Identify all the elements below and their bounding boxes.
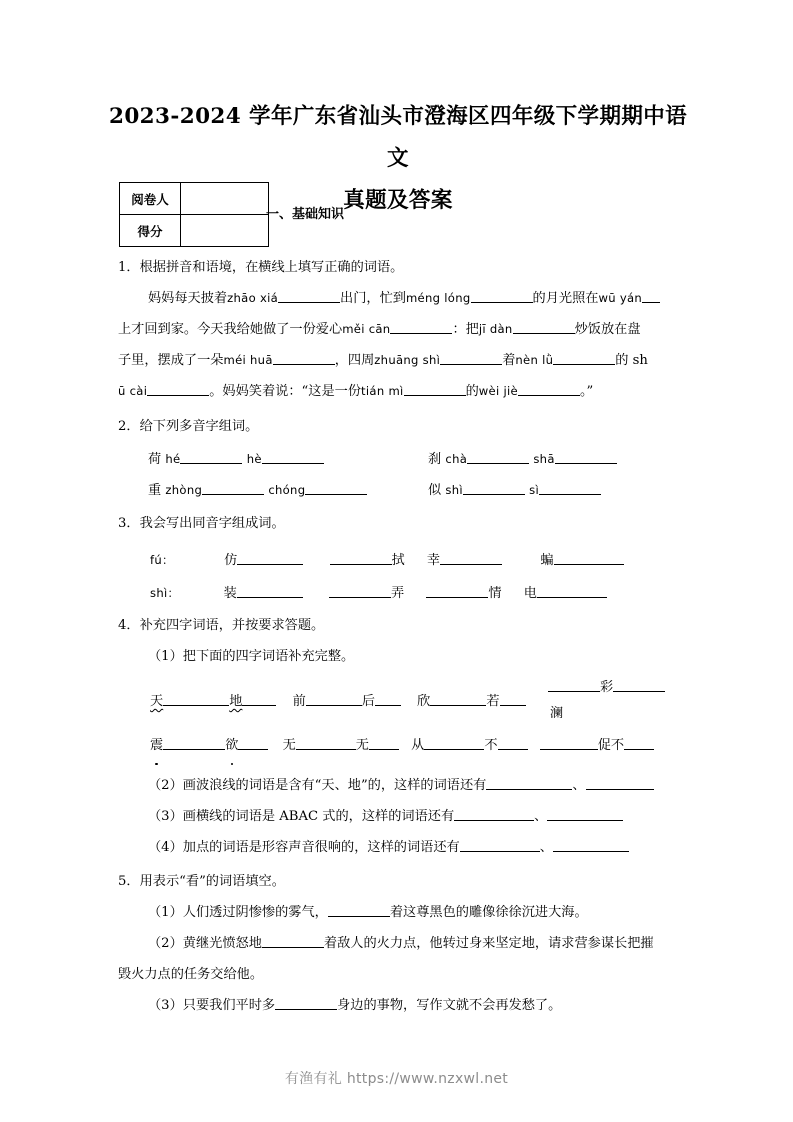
q1-l3-pinyin-3: nèn lǜ bbox=[515, 353, 554, 367]
answer-blank[interactable] bbox=[328, 902, 390, 917]
answer-blank[interactable] bbox=[553, 837, 629, 852]
q1-l2-text-c: 炒饭放在盘 bbox=[574, 322, 641, 337]
answer-blank[interactable] bbox=[613, 677, 665, 692]
answer-blank[interactable] bbox=[296, 735, 356, 750]
answer-blank[interactable] bbox=[306, 691, 362, 706]
q5-sub2-text-b: 着敌人的火力点，他转过身来坚定地，请求营参谋长把摧 bbox=[323, 936, 654, 951]
title-line-1: 2023-2024 学年广东省汕头市澄海区四年级下学期期中语文 bbox=[108, 104, 688, 171]
idiom-5-char-1: 震 bbox=[150, 730, 163, 761]
question-4-stem: 4．补充四字词语，并按要求答题。 bbox=[118, 618, 325, 633]
q3-r2-char-2: 弄 bbox=[391, 586, 405, 601]
question-4-idiom-4-bottom bbox=[550, 698, 563, 729]
q5-sub3-text-b: 身边的事物，写作文就不会再发愁了。 bbox=[337, 998, 562, 1013]
q4-sub4-text: （4）加点的词语是形容声音很响的，这样的词语还有 bbox=[148, 840, 460, 855]
q4-sub3-separator: 、 bbox=[534, 809, 548, 824]
question-4-sub-1: （1）把下面的四字词语补充完整。 bbox=[148, 649, 355, 664]
q1-l1-pinyin-1: zhāo xiá bbox=[227, 291, 279, 305]
q2-r2-pinyin-1: zhòng bbox=[165, 483, 203, 497]
answer-blank[interactable] bbox=[369, 735, 399, 750]
question-4-idiom-row-1 bbox=[150, 686, 526, 717]
question-5-sub-1 bbox=[148, 897, 588, 928]
q1-l3-text-b: ，四周 bbox=[334, 353, 375, 368]
q1-l3-text-c: 着 bbox=[502, 353, 516, 368]
q2-r1-char-right: 刹 bbox=[428, 452, 442, 467]
answer-blank[interactable] bbox=[498, 735, 528, 750]
idiom-3-char-1: 欣 bbox=[417, 694, 431, 709]
answer-blank[interactable] bbox=[163, 691, 229, 706]
answer-blank[interactable] bbox=[540, 735, 598, 750]
q4-sub4-separator: 、 bbox=[539, 840, 553, 855]
table-row bbox=[120, 183, 269, 215]
answer-blank[interactable] bbox=[163, 735, 225, 750]
score-label: 得分 bbox=[120, 215, 181, 247]
answer-blank[interactable] bbox=[539, 480, 601, 495]
answer-blank[interactable] bbox=[202, 480, 264, 495]
answer-blank[interactable] bbox=[330, 550, 392, 565]
question-1-line-2 bbox=[118, 314, 641, 345]
section-heading: 一、基础知识 bbox=[266, 207, 345, 222]
reviewer-label: 阅卷人 bbox=[120, 183, 181, 215]
question-4-sub-4 bbox=[148, 832, 629, 863]
idiom-7-char-1: 从 bbox=[411, 738, 425, 753]
idiom-4-char-2: 澜 bbox=[550, 706, 564, 721]
q3-r1-char-4: 蝙 bbox=[540, 553, 554, 568]
q2-r2-pinyin-3: shì bbox=[445, 483, 463, 497]
idiom-6-char-1: 无 bbox=[282, 738, 296, 753]
q4-sub3-text: （3）画横线的词语是 ABAC 式的，这样的词语还有 bbox=[148, 809, 455, 824]
idiom-2-char-1: 前 bbox=[292, 694, 306, 709]
q1-l1-text-c: 的月光照在 bbox=[532, 291, 599, 306]
q2-r2-char-left: 重 bbox=[148, 483, 162, 498]
q3-r1-char-3: 幸 bbox=[426, 553, 441, 568]
idiom-7-char-2: 不 bbox=[484, 738, 498, 753]
answer-blank[interactable] bbox=[624, 735, 654, 750]
q2-r1-pinyin-2: hè bbox=[246, 452, 262, 466]
idiom-4-char-1: 彩 bbox=[600, 680, 614, 695]
q2-r1-char-left: 荷 bbox=[148, 452, 162, 467]
answer-blank[interactable] bbox=[305, 480, 367, 495]
q1-l2-text-a: 上才回到家。今天我给她做了一份爱心 bbox=[118, 322, 343, 337]
answer-blank[interactable] bbox=[262, 449, 324, 464]
q4-sub2-separator: 、 bbox=[572, 778, 586, 793]
q1-l4-pinyin-1: tián mì bbox=[361, 384, 404, 398]
q1-l1-pinyin-3: wū yán bbox=[598, 291, 643, 305]
idiom-2-char-2: 后 bbox=[361, 694, 375, 709]
answer-blank[interactable] bbox=[440, 550, 502, 565]
answer-blank[interactable] bbox=[237, 550, 303, 565]
q1-l2-pinyin-1: měi cān bbox=[342, 322, 391, 336]
q1-l3-text-a: 子里，摆成了一朵 bbox=[118, 353, 224, 368]
answer-blank[interactable] bbox=[547, 806, 623, 821]
question-4-sub-3 bbox=[148, 801, 623, 832]
answer-blank[interactable] bbox=[262, 933, 324, 948]
score-table bbox=[119, 182, 269, 247]
answer-blank[interactable] bbox=[537, 583, 607, 598]
q1-l4-text-d: 。” bbox=[579, 384, 594, 399]
q1-l4-text-c: 的 bbox=[465, 384, 479, 399]
question-5-stem: 5．用表示“看”的词语填空。 bbox=[118, 874, 285, 889]
question-1-stem: 1．根据拼音和语境，在横线上填写正确的词语。 bbox=[118, 260, 404, 275]
answer-blank[interactable] bbox=[424, 735, 484, 750]
idiom-6-char-2: 无 bbox=[355, 738, 369, 753]
answer-blank[interactable] bbox=[375, 691, 401, 706]
answer-blank[interactable] bbox=[238, 735, 268, 750]
q2-r2-pinyin-4: sì bbox=[529, 483, 539, 497]
answer-blank[interactable] bbox=[486, 775, 572, 790]
q3-r2-char-1: 装 bbox=[223, 586, 237, 601]
answer-blank[interactable] bbox=[329, 583, 391, 598]
answer-blank[interactable] bbox=[513, 319, 575, 334]
answer-blank[interactable] bbox=[147, 381, 209, 396]
question-3-stem: 3．我会写出同音字组成词。 bbox=[118, 516, 285, 531]
question-3-row-1 bbox=[150, 545, 624, 576]
question-5-sub-2-line-1 bbox=[148, 928, 654, 959]
answer-blank[interactable] bbox=[555, 449, 617, 464]
answer-blank[interactable] bbox=[390, 319, 452, 334]
answer-blank[interactable] bbox=[548, 677, 600, 692]
answer-blank[interactable] bbox=[278, 288, 340, 303]
footer-watermark: 有渔有礼 https://www.nzxwl.net bbox=[284, 1071, 509, 1087]
answer-blank[interactable] bbox=[586, 775, 654, 790]
answer-blank[interactable] bbox=[554, 550, 624, 565]
idiom-5-char-2: 欲 bbox=[225, 730, 238, 761]
question-4-idiom-4-top bbox=[548, 672, 665, 703]
q3-r1-char-1: 仿 bbox=[224, 553, 238, 568]
q2-r2-pinyin-2: chóng bbox=[268, 483, 306, 497]
answer-blank[interactable] bbox=[463, 480, 525, 495]
q1-l4-pinyin-2: wèi jiè bbox=[478, 384, 518, 398]
q3-r1-pinyin: fú： bbox=[150, 553, 174, 567]
idiom-3-char-2: 若 bbox=[486, 694, 500, 709]
question-1-line-4 bbox=[118, 376, 593, 407]
q1-l1-text-a: 妈妈每天披着 bbox=[148, 291, 228, 306]
answer-blank[interactable] bbox=[460, 837, 540, 852]
question-4-sub-2 bbox=[148, 770, 654, 801]
q3-r2-char-4: 电 bbox=[523, 586, 537, 601]
answer-blank[interactable] bbox=[471, 288, 533, 303]
answer-blank[interactable] bbox=[426, 583, 488, 598]
answer-blank[interactable] bbox=[404, 381, 466, 396]
q2-r1-pinyin-3: chà bbox=[445, 452, 468, 466]
q3-r2-char-3: 情 bbox=[488, 586, 502, 601]
q1-l4-pinyin-0: ū cài bbox=[118, 384, 148, 398]
q2-r2-char-right: 似 bbox=[428, 483, 442, 498]
q1-l4-text-b: 。妈妈笑着说：“这是一份 bbox=[209, 384, 362, 399]
answer-blank[interactable] bbox=[642, 288, 660, 303]
question-2-row-1-right bbox=[428, 444, 617, 475]
q5-sub3-text-a: （3）只要我们平时多 bbox=[148, 998, 276, 1013]
idiom-1-char-1: 天 bbox=[150, 694, 164, 709]
answer-blank[interactable] bbox=[242, 691, 276, 706]
answer-blank[interactable] bbox=[273, 350, 335, 365]
q1-l1-pinyin-2: méng lóng bbox=[405, 291, 471, 305]
q3-r2-pinyin: shì： bbox=[150, 586, 180, 600]
q4-sub2-text: （2）画波浪线的词语是含有“天、地”的，这样的词语还有 bbox=[148, 778, 487, 793]
question-4-idiom-row-2 bbox=[150, 730, 654, 761]
reviewer-value-cell[interactable] bbox=[181, 183, 269, 215]
question-5-sub-2-line-2 bbox=[118, 959, 263, 990]
answer-blank[interactable] bbox=[430, 691, 486, 706]
answer-blank[interactable] bbox=[500, 691, 526, 706]
question-5-sub-3 bbox=[148, 990, 561, 1021]
answer-blank[interactable] bbox=[467, 449, 529, 464]
question-1-line-3 bbox=[118, 345, 648, 376]
idiom-8-char-1: 促不 bbox=[597, 738, 625, 753]
answer-blank[interactable] bbox=[237, 583, 303, 598]
q1-l2-text-b: ：把 bbox=[452, 322, 479, 337]
question-2-row-1-left bbox=[148, 444, 324, 475]
answer-blank[interactable] bbox=[180, 449, 242, 464]
q1-l3-text-d: 的 sh bbox=[615, 353, 648, 368]
q1-l3-pinyin-2: zhuāng shì bbox=[374, 353, 441, 367]
answer-blank[interactable] bbox=[518, 381, 580, 396]
q2-r1-pinyin-1: hé bbox=[165, 452, 181, 466]
q2-r1-pinyin-4: shā bbox=[533, 452, 555, 466]
question-2-stem: 2．给下列多音字组词。 bbox=[118, 419, 259, 434]
idiom-1-char-2: 地 bbox=[229, 694, 243, 709]
score-value-cell[interactable] bbox=[181, 215, 269, 247]
answer-blank[interactable] bbox=[440, 350, 502, 365]
q5-sub1-text-b: 着这尊黑色的雕像徐徐沉进大海。 bbox=[389, 905, 588, 920]
answer-blank[interactable] bbox=[454, 806, 534, 821]
answer-blank[interactable] bbox=[553, 350, 615, 365]
q3-r1-char-2: 拭 bbox=[391, 553, 405, 568]
q5-sub1-text-a: （1）人们透过阴惨惨的雾气， bbox=[148, 905, 328, 920]
q1-l2-pinyin-2: jī dàn bbox=[478, 322, 513, 336]
title-line-2: 真题及答案 bbox=[343, 188, 453, 213]
answer-blank[interactable] bbox=[275, 995, 337, 1010]
question-3-row-2 bbox=[150, 578, 607, 609]
q1-l1-text-b: 出门，忙到 bbox=[340, 291, 406, 306]
q5-sub2-text-c: 毁火力点的任务交给他。 bbox=[118, 967, 264, 982]
question-1-line-1 bbox=[148, 283, 660, 314]
question-2-row-2-right bbox=[428, 475, 601, 506]
q5-sub2-text-a: （2）黄继光愤怒地 bbox=[148, 936, 262, 951]
table-row bbox=[120, 215, 269, 247]
q1-l3-pinyin-1: méi huā bbox=[223, 353, 273, 367]
question-2-row-2-left bbox=[148, 475, 367, 506]
